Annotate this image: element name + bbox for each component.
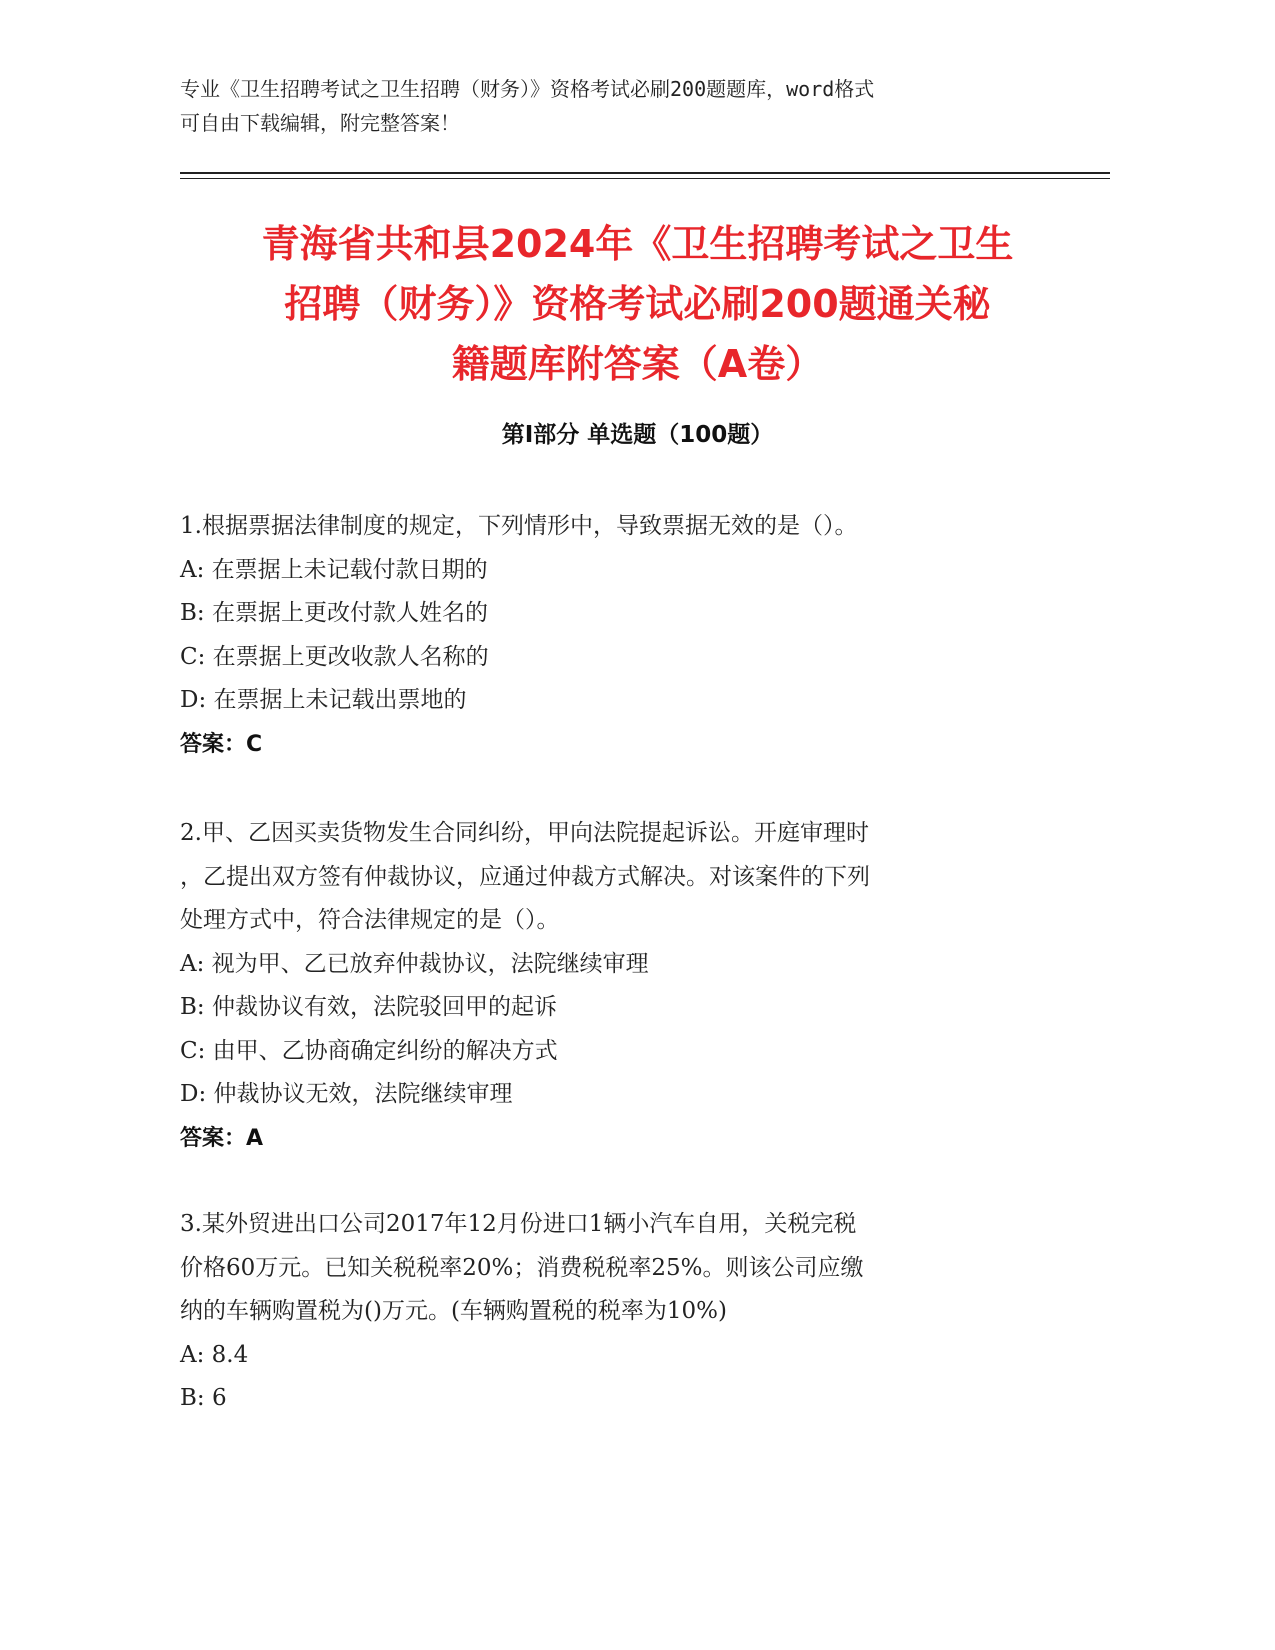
answer-text: 答案：A (180, 1125, 264, 1151)
question-stem-line: 2.甲、乙因买卖货物发生合同纠纷，甲向法院提起诉讼。开庭审理时 (180, 820, 869, 846)
option-b: B: 在票据上更改付款人姓名的 (180, 600, 488, 626)
question-stem-line: 处理方式中，符合法律规定的是（）。 (180, 907, 560, 933)
question-block (180, 1203, 1020, 1421)
header-divider-thick (180, 172, 1110, 174)
option-d: D: 在票据上未记载出票地的 (180, 687, 467, 713)
header-note-line: 专业《卫生招聘考试之卫生招聘（财务）》资格考试必刷200题题库，word格式 (180, 77, 875, 101)
title-line: 青海省共和县2024年《卫生招聘考试之卫生 (261, 222, 1014, 266)
header-note (180, 72, 1060, 140)
option-a: A: 视为甲、乙已放弃仲裁协议，法院继续审理 (180, 950, 649, 977)
option-b: B: 仲裁协议有效，法院驳回甲的起诉 (180, 994, 557, 1020)
option-c: C: 在票据上更改收款人名称的 (180, 643, 489, 670)
question-block (180, 505, 1020, 766)
option-a: A: 在票据上未记载付款日期的 (180, 556, 488, 583)
title-line: 籍题库附答案（A卷） (451, 342, 824, 386)
section-title: 第Ⅰ部分 单选题（100题） (501, 422, 774, 448)
option-d: D: 仲裁协议无效，法院继续审理 (180, 1081, 513, 1107)
option-b: B: 6 (180, 1385, 227, 1411)
header-divider-thin (180, 178, 1110, 179)
answer-text: 答案：C (180, 731, 263, 757)
question-stem-line: 价格60万元。已知关税税率20%；消费税税率25%。则该公司应缴 (180, 1254, 864, 1281)
question-block (180, 812, 1020, 1160)
question-stem-line: 3.某外贸进出口公司2017年12月份进口1辆小汽车自用，关税完税 (180, 1211, 857, 1237)
document-title (180, 214, 1095, 394)
title-line: 招聘（财务）》资格考试必刷200题通关秘 (284, 282, 991, 326)
question-stem-line: ，乙提出双方签有仲裁协议，应通过仲裁方式解决。对该案件的下列 (180, 863, 870, 890)
option-a: A: 8.4 (180, 1341, 249, 1368)
header-note-line: 可自由下载编辑，附完整答案！ (180, 111, 460, 135)
question-stem-line: 纳的车辆购置税为()万元。(车辆购置税的税率为10%) (180, 1298, 728, 1324)
option-c: C: 由甲、乙协商确定纠纷的解决方式 (180, 1037, 558, 1064)
question-stem: 1.根据票据法律制度的规定，下列情形中，导致票据无效的是（）。 (180, 513, 858, 539)
